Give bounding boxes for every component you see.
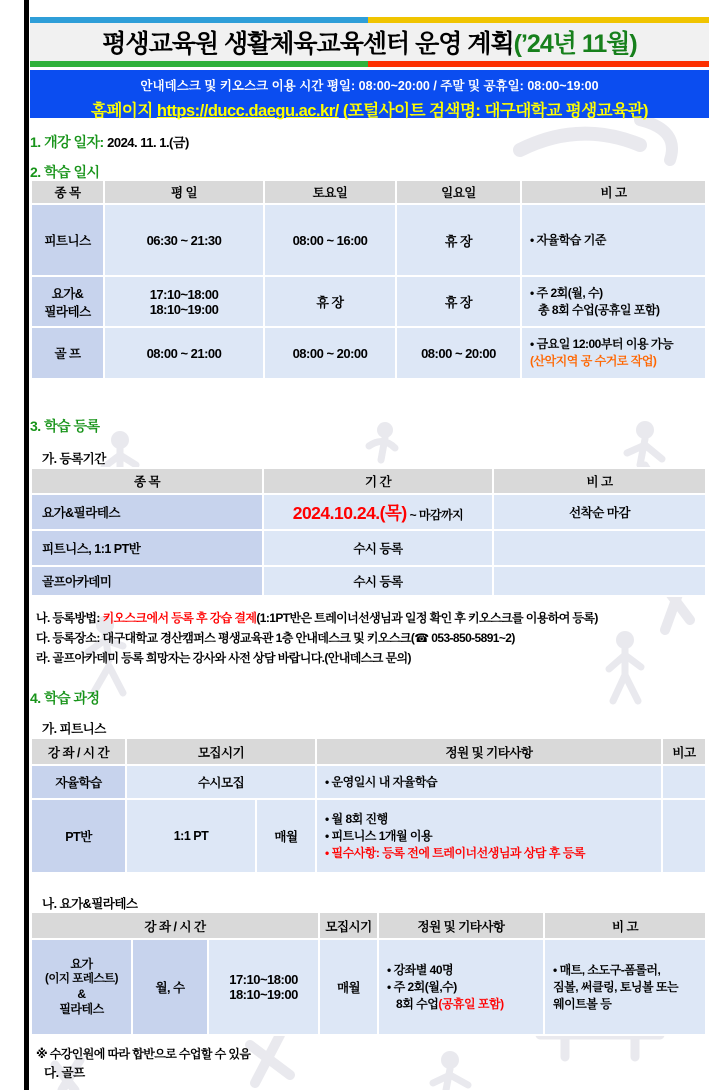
yoga-saturday: 휴 장 <box>264 276 396 327</box>
pt-remark <box>662 799 706 873</box>
fitness-course-table <box>30 737 707 874</box>
page-left-border <box>24 0 29 1090</box>
col-header-saturday: 토요일 <box>264 180 396 204</box>
title-main: 평생교육원 생활체육교육센터 운영 계획 <box>102 30 514 58</box>
under-title-bar-red <box>368 61 709 67</box>
combined-class-note: ※ 수강인원에 따라 합반으로 수업할 수 있음 <box>36 1047 251 1061</box>
homepage-label: 홈페이지 <box>91 102 157 120</box>
golf-saturday: 08:00 ~ 20:00 <box>264 327 396 379</box>
sub-label-golf: 다. 골프 <box>44 1066 85 1080</box>
table-row-yoga <box>31 276 706 327</box>
pt-notes: • 월 8회 진행 • 피트니스 1개월 이용 • 필수사항: 등록 전에 트레이너선생님과 상담 후 등록 <box>316 799 662 873</box>
fitness-saturday: 08:00 ~ 16:00 <box>264 204 396 276</box>
yoga-header-note: 비 고 <box>544 912 706 939</box>
reg-fitness-name: 피트니스, 1:1 PT반 <box>31 530 263 566</box>
col-header-weekday: 평 일 <box>104 180 264 204</box>
yoga-course-capacity: • 강좌별 40명 • 주 2회(월,수) 8회 수업(공휴일 포함) <box>378 939 544 1035</box>
section-1-label: 1. 개강 일자: <box>30 134 104 150</box>
golf-sunday: 08:00 ~ 20:00 <box>396 327 521 379</box>
sub-label-yoga-pilates: 나. 요가&필라테스 <box>42 897 138 911</box>
col-header-note: 비 고 <box>521 180 706 204</box>
yoga-course-cycle: 매월 <box>319 939 378 1035</box>
yoga-course-days: 월, 수 <box>132 939 208 1035</box>
table-row-reg-yoga <box>31 494 706 530</box>
yoga-course-time: 17:10~18:00 18:10~19:00 <box>208 939 319 1035</box>
col-header-sunday: 일요일 <box>396 180 521 204</box>
table-row-golf <box>31 327 706 379</box>
yoga-course-equipment: • 매트, 소도구-폼롤러, 짐볼, 써클링, 토닝볼 또는 웨이트볼 등 <box>544 939 706 1035</box>
yoga-header-recruit: 모집시기 <box>319 912 378 939</box>
yoga-note: • 주 2회(월, 수) 총 8회 수업(공휴일 포함) <box>521 276 706 327</box>
reg-yoga-period: 2024.10.24.(목) ~ 마감까지 <box>263 494 493 530</box>
reg-header-period: 기 간 <box>263 468 493 494</box>
under-title-bar-green <box>30 61 368 67</box>
homepage-suffix: (포털사이트 검색명: 대구대학교 평생교육관) <box>338 102 648 120</box>
fitness-sunday: 휴 장 <box>396 204 521 276</box>
title-month: (’24년 11월) <box>513 30 637 58</box>
table-row-reg-golf <box>31 566 706 596</box>
fitness-name: 피트니스 <box>31 204 104 276</box>
fitness-note: • 자율학습 기준 <box>521 204 706 276</box>
yoga-course-name: 요가 (이지 포레스트) & 필라테스 <box>31 939 132 1035</box>
banner-hours: 안내데스크 및 키오스크 이용 시간 평일: 08:00~20:00 / 주말 및 공휴일: 08:00~19:00 <box>140 79 599 93</box>
table-row-yoga-course <box>31 939 706 1035</box>
golf-name: 골 프 <box>31 327 104 379</box>
reg-header-note: 비 고 <box>493 468 706 494</box>
col-header-sport: 종 목 <box>31 180 104 204</box>
self-study-recruit: 수시모집 <box>126 765 316 799</box>
pt-cycle: 매월 <box>256 799 316 873</box>
table-row-pt-class <box>31 799 706 873</box>
table-row-self-study <box>31 765 706 799</box>
reg-golf-period: 수시 등록 <box>263 566 493 596</box>
section-1-heading <box>30 132 189 152</box>
fit-header-note: 비고 <box>662 738 706 765</box>
reg-header-sport: 종 목 <box>31 468 263 494</box>
golf-weekday: 08:00 ~ 21:00 <box>104 327 264 379</box>
sub-label-fitness: 가. 피트니스 <box>42 722 106 736</box>
yoga-header-capacity: 정원 및 기타사항 <box>378 912 544 939</box>
pt-name: PT반 <box>31 799 126 873</box>
yoga-header-course: 강 좌 / 시 간 <box>31 912 319 939</box>
yoga-name: 요가& 필라테스 <box>31 276 104 327</box>
yoga-weekday: 17:10~18:00 18:10~19:00 <box>104 276 264 327</box>
banner-homepage <box>30 97 709 121</box>
reg-golf-note <box>493 566 706 596</box>
self-study-name: 자율학습 <box>31 765 126 799</box>
schedule-table <box>30 179 707 380</box>
table-row-reg-fitness <box>31 530 706 566</box>
opening-date: 2024. 11. 1.(금) <box>107 135 189 150</box>
golf-consult-note: 라. 골프아카데미 등록 희망자는 강사와 사전 상담 바랍니다.(안내데스크 문의) <box>36 651 411 665</box>
pt-type: 1:1 PT <box>126 799 256 873</box>
reg-yoga-note: 선착순 마감 <box>493 494 706 530</box>
reg-fitness-note <box>493 530 706 566</box>
page-title <box>30 23 709 61</box>
table-row-fitness <box>31 204 706 276</box>
yoga-sunday: 휴 장 <box>396 276 521 327</box>
self-study-note: • 운영일시 내 자율학습 <box>316 765 662 799</box>
fit-header-course: 강 좌 / 시 간 <box>31 738 126 765</box>
homepage-link[interactable]: https://ducc.daegu.ac.kr/ <box>156 102 339 120</box>
info-banner <box>30 70 709 118</box>
fitness-weekday: 06:30 ~ 21:30 <box>104 204 264 276</box>
registration-method-note: 나. 등록방법: 키오스크에서 등록 후 강습 결제(1:1PT반은 트레이너선생님과 일정 확인 후 키오스크를 이용하여 등록) <box>36 611 598 625</box>
section-3-heading: 3. 학습 등록 <box>30 418 100 434</box>
reg-fitness-period: 수시 등록 <box>263 530 493 566</box>
section-2-heading: 2. 학습 일시 <box>30 164 100 180</box>
fit-header-capacity: 정원 및 기타사항 <box>316 738 662 765</box>
registration-table <box>30 467 707 597</box>
section-4-heading: 4. 학습 과정 <box>30 690 100 706</box>
reg-yoga-name: 요가&필라테스 <box>31 494 263 530</box>
sub-label-registration-period: 가. 등록기간 <box>42 452 106 466</box>
fit-header-recruit: 모집시기 <box>126 738 316 765</box>
reg-golf-name: 골프아카데미 <box>31 566 263 596</box>
registration-place-note: 다. 등록장소: 대구대학교 경산캠퍼스 평생교육관 1층 안내데스크 및 키오스크(☎ 053-850-5891~2) <box>36 631 515 645</box>
yoga-course-table <box>30 911 707 1036</box>
golf-note: • 금요일 12:00부터 이용 가능 (산악지역 공 수거로 작업) <box>521 327 706 379</box>
self-study-remark <box>662 765 706 799</box>
